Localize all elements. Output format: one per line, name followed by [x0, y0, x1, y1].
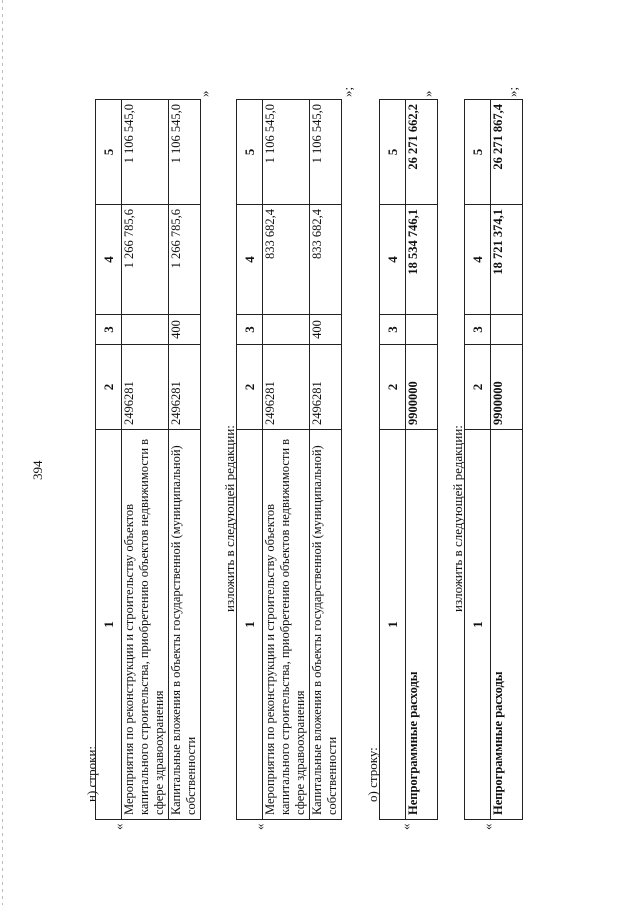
row-name: Мероприятия по реконструкции и строительству объектов капитального строительства, приобретению объектов недвижимости в сфере здравоохранения	[122, 430, 169, 820]
row-code: 2496281	[169, 345, 201, 430]
section-n-new-heading: изложить в следующей редакции:	[222, 425, 237, 612]
section-n-open-quote: «	[111, 823, 126, 830]
section-o-close-quote: »	[420, 90, 435, 97]
header-cell: 4	[465, 205, 491, 315]
section-o-heading: о) строку:	[365, 747, 380, 802]
header-cell: 5	[237, 100, 263, 205]
row-name: Непрограммные расходы	[491, 430, 523, 820]
row-value-2: 26 271 662,2	[406, 100, 438, 205]
header-cell: 4	[96, 205, 122, 315]
row-code: 2496281	[263, 345, 310, 430]
row-value-2: 1 106 545,0	[122, 100, 169, 205]
section-o-new-close-quote: »;	[505, 86, 520, 97]
row-name: Капитальные вложения в объекты государственной (муниципальной) собственности	[310, 430, 342, 820]
row-name: Непрограммные расходы	[406, 430, 438, 820]
page-number: 394	[30, 460, 45, 480]
table-row	[122, 100, 169, 820]
header-cell: 3	[465, 315, 491, 345]
section-o-table	[379, 99, 438, 820]
section-o-open-quote: «	[398, 823, 413, 830]
section-n-heading: н) строки:	[84, 745, 99, 802]
row-value-2: 1 106 545,0	[263, 100, 310, 205]
header-cell: 3	[380, 315, 406, 345]
row-code: 9900000	[491, 345, 523, 430]
section-n-new-close-quote: »;	[340, 86, 355, 97]
row-value-1: 833 682,4	[263, 205, 310, 315]
row-name: Капитальные вложения в объекты государственной (муниципальной) собственности	[169, 430, 201, 820]
header-cell: 3	[237, 315, 263, 345]
row-type	[491, 315, 523, 345]
row-type: 400	[310, 315, 342, 345]
header-cell: 1	[380, 430, 406, 820]
table-header-row	[96, 100, 122, 820]
row-value-2: 26 271 867,4	[491, 100, 523, 205]
table-header-row	[380, 100, 406, 820]
row-type	[263, 315, 310, 345]
header-cell: 2	[380, 345, 406, 430]
section-n-new-open-quote: «	[252, 823, 267, 830]
header-cell: 3	[96, 315, 122, 345]
header-cell: 2	[237, 345, 263, 430]
table-row	[310, 100, 342, 820]
header-cell: 1	[465, 430, 491, 820]
section-n-close-quote: »	[197, 90, 212, 97]
row-type	[406, 315, 438, 345]
table-row	[491, 100, 523, 820]
row-name: Мероприятия по реконструкции и строительству объектов капитального строительства, приобретению объектов недвижимости в сфере здравоохранения	[263, 430, 310, 820]
table-row	[169, 100, 201, 820]
section-o-new-open-quote: «	[480, 823, 495, 830]
header-cell: 5	[465, 100, 491, 205]
header-cell: 1	[96, 430, 122, 820]
row-type: 400	[169, 315, 201, 345]
row-value-1: 833 682,4	[310, 205, 342, 315]
header-cell: 1	[237, 430, 263, 820]
header-cell: 2	[465, 345, 491, 430]
row-code: 9900000	[406, 345, 438, 430]
header-cell: 4	[380, 205, 406, 315]
header-cell: 4	[237, 205, 263, 315]
row-code: 2496281	[122, 345, 169, 430]
section-o-new-table	[464, 99, 523, 820]
table-header-row	[465, 100, 491, 820]
row-value-1: 1 266 785,6	[169, 205, 201, 315]
table-header-row	[237, 100, 263, 820]
row-value-1: 18 721 374,1	[491, 205, 523, 315]
table-row	[406, 100, 438, 820]
header-cell: 5	[380, 100, 406, 205]
row-value-1: 18 534 746,1	[406, 205, 438, 315]
row-value-2: 1 106 545,0	[169, 100, 201, 205]
header-cell: 5	[96, 100, 122, 205]
table-row	[263, 100, 310, 820]
section-o-new-heading: изложить в следующей редакции:	[450, 425, 465, 612]
row-value-2: 1 106 545,0	[310, 100, 342, 205]
row-code: 2496281	[310, 345, 342, 430]
section-n-new-table	[236, 99, 342, 820]
row-type	[122, 315, 169, 345]
section-n-table	[95, 99, 201, 820]
header-cell: 2	[96, 345, 122, 430]
row-value-1: 1 266 785,6	[122, 205, 169, 315]
